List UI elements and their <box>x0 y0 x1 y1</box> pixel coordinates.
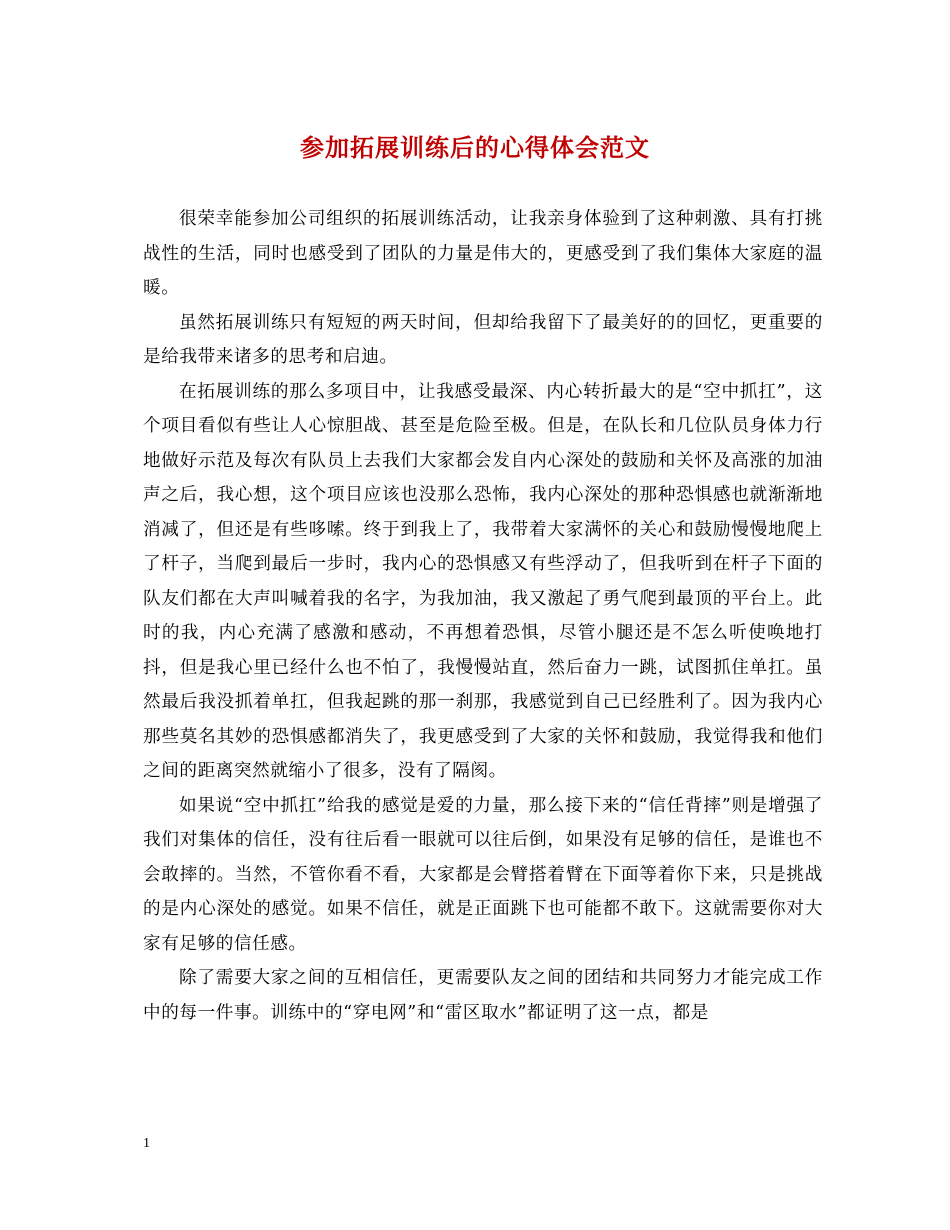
document-body <box>143 202 823 1030</box>
paragraph-5: 除了需要大家之间的互相信任，更需要队友之间的团结和共同努力才能完成工作中的每一件事。训练中的“穿电网”和“雷区取水”都证明了这一点，都是 <box>143 968 823 1023</box>
page-number: 1 <box>143 1136 150 1151</box>
paragraph-2: 虽然拓展训练只有短短的两天时间，但却给我留下了最美好的的回忆，更重要的是给我带来诸多的思考和启迪。 <box>143 312 823 367</box>
paragraph-1: 很荣幸能参加公司组织的拓展训练活动，让我亲身体验到了这种刺激、具有打挑战性的生活，同时也感受到了团队的力量是伟大的，更感受到了我们集体大家庭的温暖。 <box>143 209 823 298</box>
paragraph-3: 在拓展训练的那么多项目中，让我感受最深、内心转折最大的是“空中抓扛”，这个项目看似有些让人心惊胆战、甚至是危险至极。但是，在队长和几位队员身体力行地做好示范及每次有队员上去我们大家都会发自内心深处的鼓励和关怀及高涨的加油声之后，我心想，这个项目应该也没那么恐怖，我内心深处的那种恐惧感也就渐渐地消减了，但还是有些哆嗦。终于到我上了，我带着大家满怀的关心和鼓励慢慢地爬上了杆子，当爬到最后一步时，我内心的恐惧感又有些浮动了，但我听到在杆子下面的队友们都在大声叫喊着我的名字，为我加油，我又激起了勇气爬到最顶的平台上。此时的我，内心充满了感激和感动，不再想着恐惧，尽管小腿还是不怎么听使唤地打抖，但是我心里已经什么也不怕了，我慢慢站直，然后奋力一跳，试图抓住单扛。虽然最后我没抓着单扛，但我起跳的那一刹那，我感觉到自己已经胜利了。因为我内心那些莫名其妙的恐惧感都消失了，我更感受到了大家的关怀和鼓励，我觉得我和他们之间的距离突然就缩小了很多，没有了隔阂。 <box>143 381 823 781</box>
document-title: 参加拓展训练后的心得体会范文 <box>300 133 650 162</box>
paragraph-4: 如果说“空中抓扛”给我的感觉是爱的力量，那么接下来的“信任背摔”则是增强了我们对集体的信任，没有往后看一眼就可以往后倒，如果没有足够的信任，是谁也不会敢摔的。当然，不管你看不看，大家都是会臂搭着臂在下面等着你下来，只是挑战的是内心深处的感觉。如果不信任，就是正面跳下也可能都不敢下。这就需要你对大家有足够的信任感。 <box>143 795 823 954</box>
